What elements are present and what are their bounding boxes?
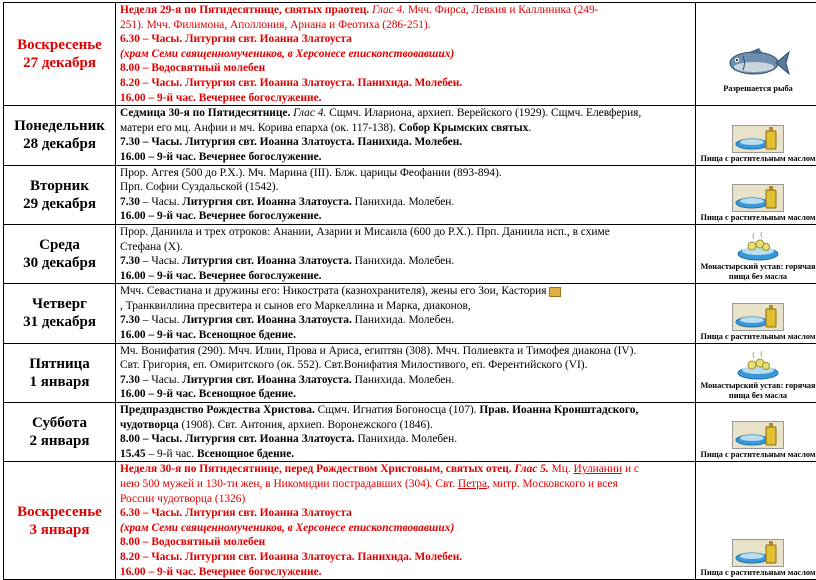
day-date: 29 декабря [4, 195, 115, 213]
fish-icon [725, 46, 791, 80]
day-date: 3 января [4, 521, 115, 539]
day-name: Пятница [4, 355, 115, 373]
fasting-cell [696, 3, 816, 106]
day-name: Суббота [4, 414, 115, 432]
day-cell [4, 343, 116, 402]
services-cell: Мч. Вонифатия (290). Мчч. Илии, Прова и Ариса, египтян (308). Мчч. Полиевкта и Тимофея диакона (IV). Свт. Григория, еп. Омиритского (ок. 552). Свт.Вонифатия Милостивого, еп. Ферентийского (VI). 7.30 – Часы. Литургия свт. Иоанна Златоуста. Панихида. Молебен. 16.00 – 9-й час. Всенощное бдение. [116, 343, 696, 402]
table-row [4, 165, 816, 224]
day-name: Вторник [4, 177, 115, 195]
fasting-label: Пища с растительным маслом [696, 568, 816, 578]
fasting-cell [696, 403, 816, 462]
day-date: 30 декабря [4, 254, 115, 272]
fasting-label: Пища с растительным маслом [696, 332, 816, 342]
oil-food-icon [732, 184, 784, 212]
fasting-label: Монастырский устав: горячая пища без масла [696, 262, 816, 282]
day-cell [4, 403, 116, 462]
day-date: 31 декабря [4, 313, 115, 331]
fasting-label: Разрешается рыба [696, 84, 816, 94]
fasting-label: Пища с растительным маслом [696, 450, 816, 460]
day-name: Четверг [4, 295, 115, 313]
day-date: 28 декабря [4, 135, 115, 153]
fasting-cell [696, 284, 816, 343]
day-cell [4, 284, 116, 343]
fasting-label: Пища с растительным маслом [696, 213, 816, 223]
table-row [4, 343, 816, 402]
services-cell: Мчч. Севастиана и дружины его: Никострата (казнохранителя), жены его Зои, Кастория , Транквиллина пресвитера и сынов его Маркеллина и Марка, диаконов, 7.30 – Часы. Литургия свт. Иоанна Златоуста. Панихида. Молебен. 16.00 – 9-й час. Всенощное бдение. [116, 284, 696, 343]
oil-food-icon [732, 125, 784, 153]
oil-food-icon [732, 303, 784, 331]
day-cell [4, 106, 116, 165]
services-cell: Прор. Даниила и трех отроков: Анании, Азарии и Мисаила (600 до Р.Х.). Прп. Даниила исп., в схиме Стефана (X). 7.30 – Часы. Литургия свт. Иоанна Златоуста. Панихида. Молебен. 16.00 – 9-й час. Вечернее богослужение. [116, 224, 696, 283]
table-row [4, 106, 816, 165]
day-name: Понедельник [4, 117, 115, 135]
day-date: 1 января [4, 373, 115, 391]
schedule-table [3, 2, 816, 580]
hot-food-icon [732, 231, 784, 261]
day-name: Воскресенье [4, 36, 115, 54]
fasting-cell [696, 462, 816, 580]
services-cell: Прор. Аггея (500 до Р.Х.). Мч. Марина (III). Блж. царицы Феофании (893-894). Прп. Софии Суздальской (1542). 7.30 – Часы. Литургия свт. Иоанна Златоуста. Панихида. Молебен. 16.00 – 9-й час. Вечернее богослужение. [116, 165, 696, 224]
fasting-cell [696, 165, 816, 224]
fasting-cell [696, 343, 816, 402]
small-image-icon [549, 287, 561, 297]
services-cell: Неделя 30-я по Пятидесятнице, перед Рождеством Христовым, святых отец. Глас 5. Мц. Иулиании и с нею 500 мужей и 130-ти жен, в Никомидии пострадавших (304). Свт. Петра, митр. Московского и всея России чудотворца (1326) 6.30 – Часы. Литургия свт. Иоанна Златоуста (храм Семи священномучеников, в Херсонесе епископствовавших) 8.00 – Водосвятный молебен 8.20 – Часы. Литургия свт. Иоанна Златоуста. Панихида. Молебен. 16.00 – 9-й час. Вечернее богослужение. [116, 462, 696, 580]
services-cell: Седмица 30-я по Пятидесятнице. Глас 4. Сщмч. Илариона, архиеп. Верейского (1929). Сщмч. Елевферия, матери его мц. Анфии и мч. Корива епарха (ок. 117-138). Собор Крымских святых. 7.30 – Часы. Литургия свт. Иоанна Златоуста. Панихида. Молебен. 16.00 – 9-й час. Вечернее богослужение. [116, 106, 696, 165]
table-row [4, 224, 816, 283]
day-name: Воскресенье [4, 503, 115, 521]
fasting-label: Пища с растительным маслом [696, 154, 816, 164]
hot-food-icon [732, 350, 784, 380]
day-cell [4, 165, 116, 224]
fasting-label: Монастырский устав: горячая пища без масла [696, 381, 816, 401]
services-cell: Предпразднство Рождества Христова. Сщмч. Игнатия Богоносца (107). Прав. Иоанна Кронштадского, чудотворца (1908). Свт. Антония, архиеп. Воронежского (1846). 8.00 – Часы. Литургия свт. Иоанна Златоуста. Панихида. Молебен. 15.45 – 9-й час. Всенощное бдение. [116, 403, 696, 462]
day-cell [4, 3, 116, 106]
oil-food-icon [732, 421, 784, 449]
services-cell: Неделя 29-я по Пятидесятнице, святых праотец. Глас 4. Мчч. Фирса, Левкия и Каллиника (249- 251). Мчч. Филимона, Аполлония, Ариана и Феотиха (286-251). 6.30 – Часы. Литургия свт. Иоанна Златоуста (храм Семи священномучеников, в Херсонесе епископствовавших) 8.00 – Водосвятный молебен 8.20 – Часы. Литургия свт. Иоанна Златоуста. Панихида. Молебен. 16.00 – 9-й час. Вечернее богослужение. [116, 3, 696, 106]
fasting-cell [696, 106, 816, 165]
day-cell [4, 462, 116, 580]
table-row [4, 284, 816, 343]
day-cell [4, 224, 116, 283]
day-name: Среда [4, 236, 115, 254]
day-date: 2 января [4, 432, 115, 450]
day-date: 27 декабря [4, 54, 115, 72]
table-row [4, 3, 816, 106]
table-row [4, 403, 816, 462]
oil-food-icon [732, 539, 784, 567]
fasting-cell [696, 224, 816, 283]
table-row [4, 462, 816, 580]
